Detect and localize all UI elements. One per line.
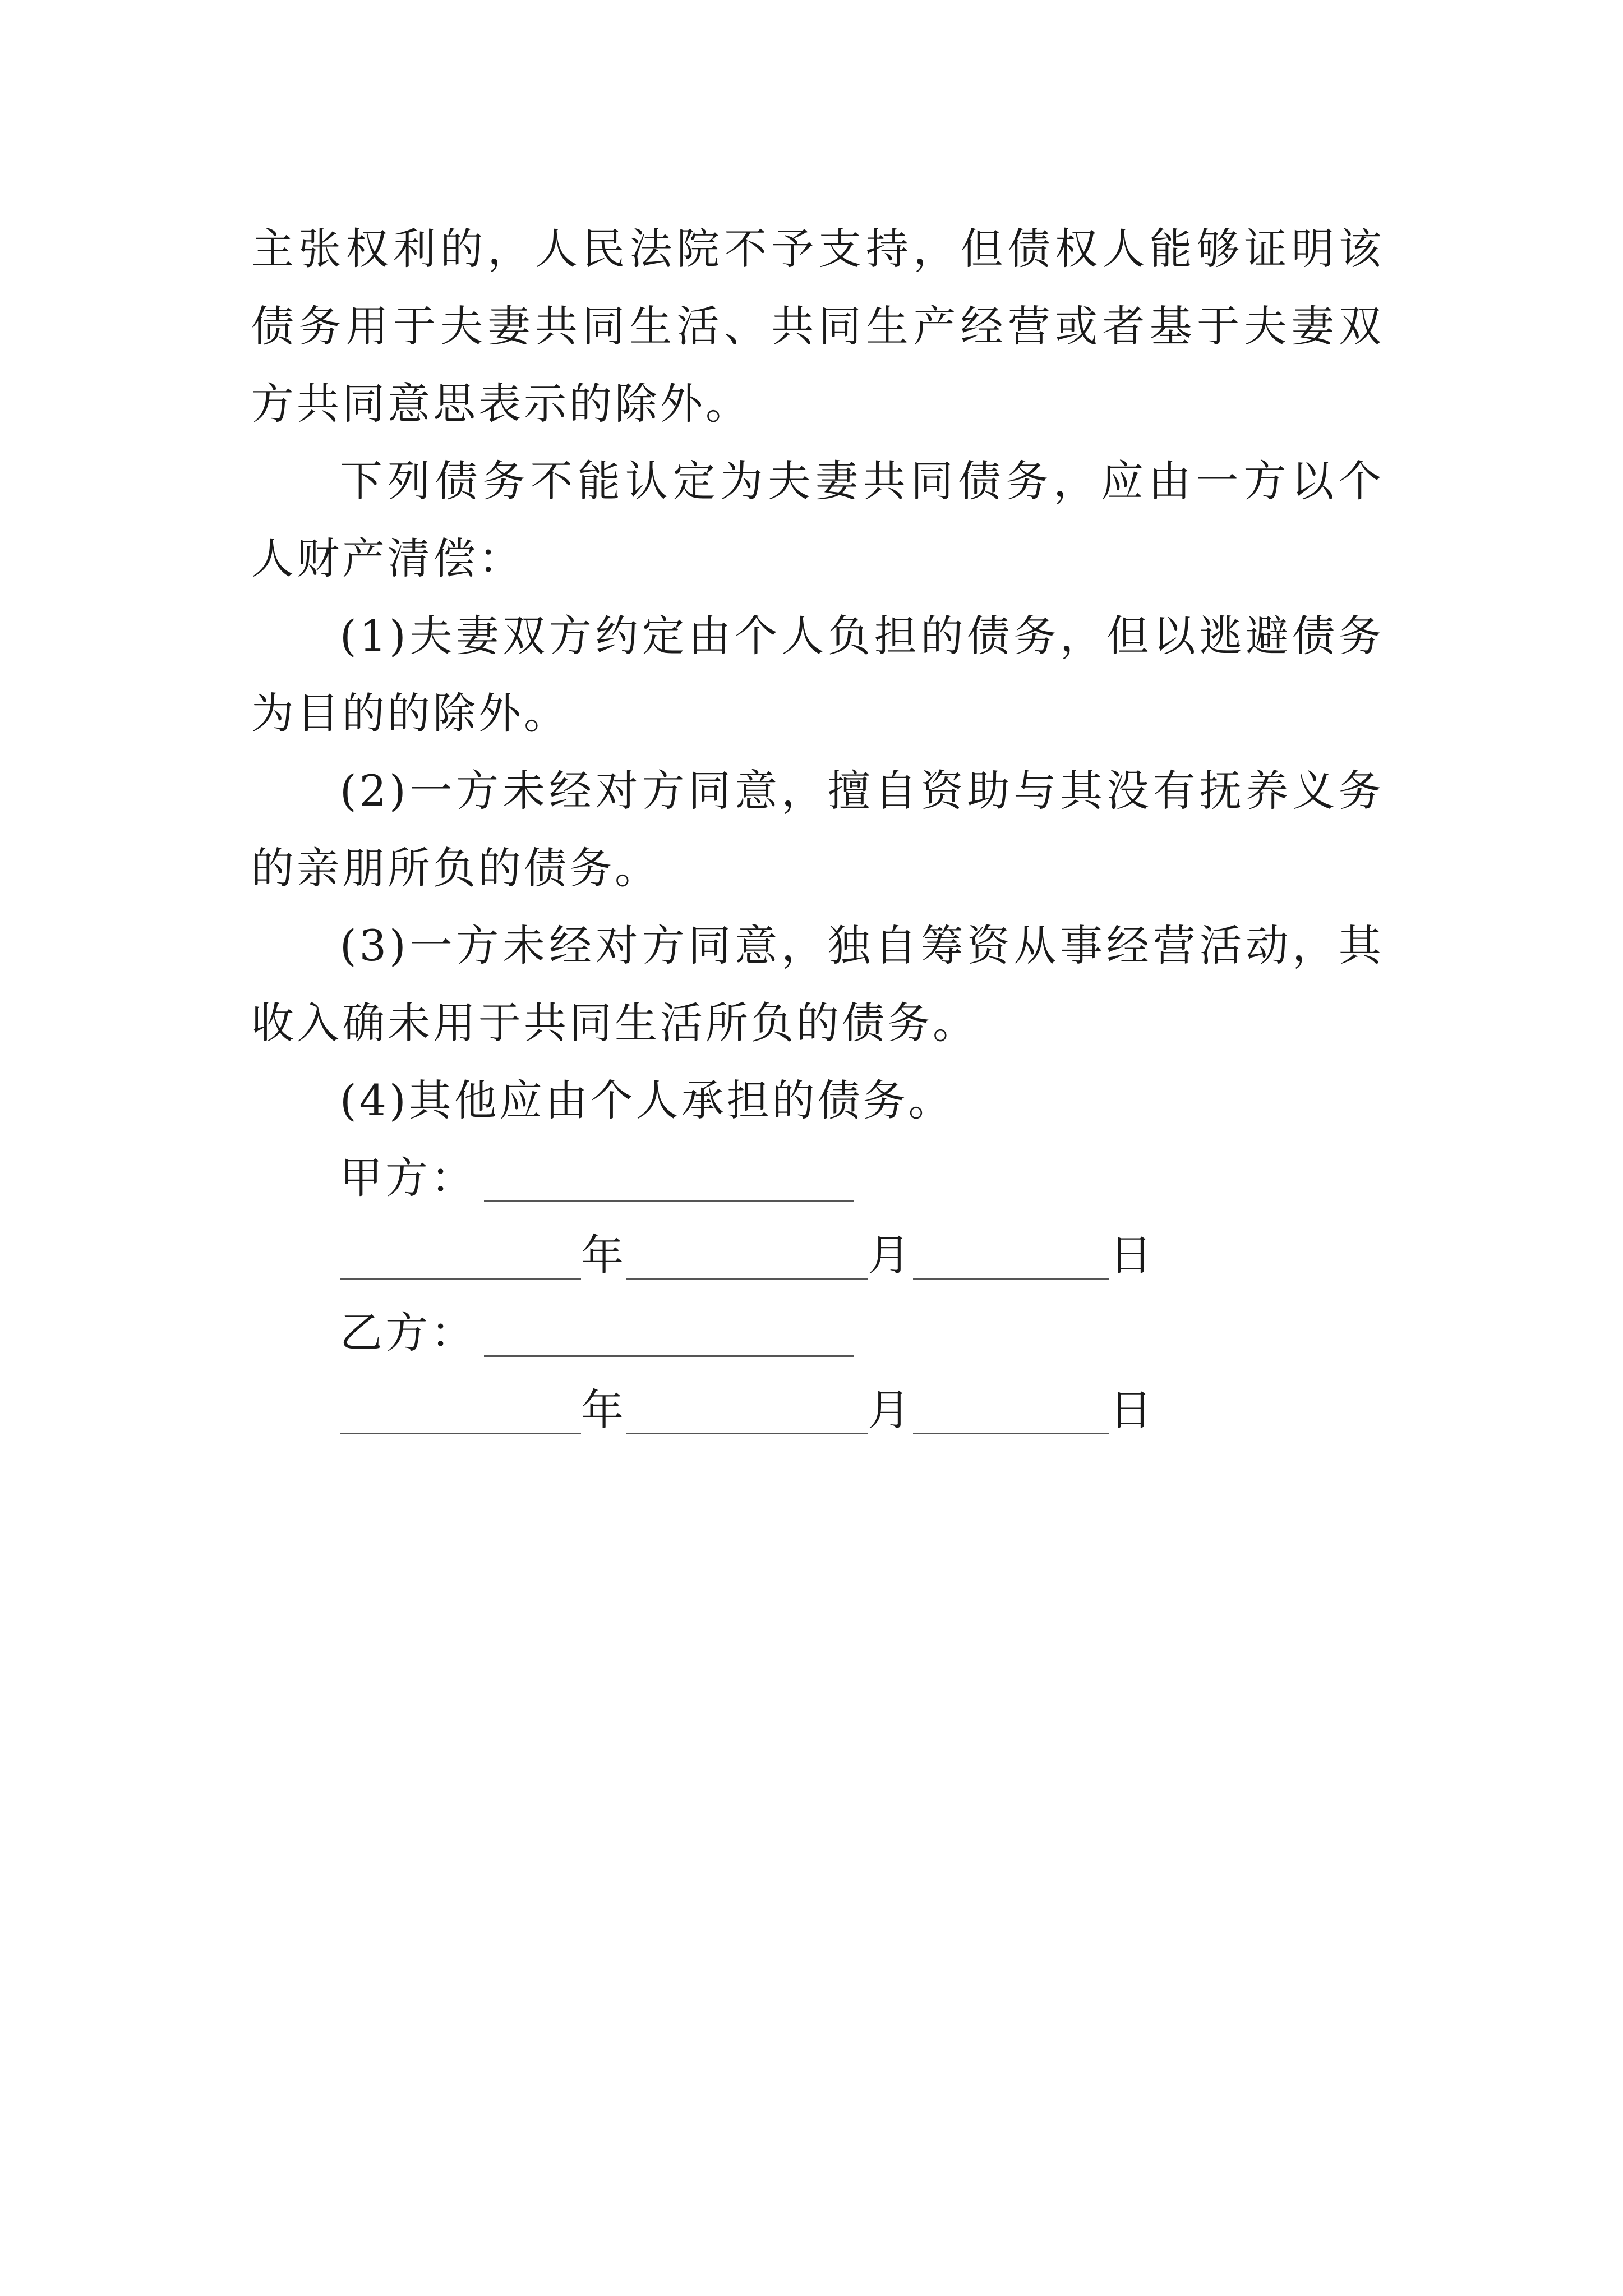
party-b-date-line xyxy=(251,1372,1384,1449)
party-a-day-label: 日 xyxy=(1109,1230,1155,1280)
party-b-day-blank[interactable] xyxy=(913,1393,1109,1434)
party-a-day-blank[interactable] xyxy=(913,1239,1109,1280)
party-a-year-blank[interactable] xyxy=(340,1239,581,1280)
party-a-month-blank[interactable] xyxy=(626,1239,868,1280)
party-b-year-blank[interactable] xyxy=(340,1393,581,1434)
party-a-month-label: 月 xyxy=(868,1230,913,1280)
party-b-signature-line xyxy=(251,1294,1384,1372)
paragraph-non-joint-debts-intro: 下列债务不能认定为夫妻共同债务，应由一方以个人财产清偿： xyxy=(251,456,1384,583)
party-b-month-blank[interactable] xyxy=(626,1393,868,1434)
party-b-year-label: 年 xyxy=(581,1385,626,1435)
party-a-date-line xyxy=(251,1217,1384,1294)
paragraph-item-1: (1)夫妻双方约定由个人负担的债务，但以逃避债务为目的的除外。 xyxy=(251,611,1384,738)
paragraph-item-4: (4)其他应由个人承担的债务。 xyxy=(340,1075,954,1125)
document-body xyxy=(251,210,1384,1449)
party-a-signature-line xyxy=(251,1139,1384,1217)
party-b-name-blank[interactable] xyxy=(484,1316,854,1357)
party-a-year-label: 年 xyxy=(581,1230,626,1280)
paragraph-item-2: (2)一方未经对方同意，擅自资助与其没有抚养义务的亲朋所负的债务。 xyxy=(251,766,1384,893)
paragraph-item-3: (3)一方未经对方同意，独自筹资从事经营活动，其收入确未用于共同生活所负的债务。 xyxy=(251,921,1384,1048)
paragraph-clause-continuation: 主张权利的，人民法院不予支持，但债权人能够证明该债务用于夫妻共同生活、共同生产经营或者基于夫妻双方共同意思表示的除外。 xyxy=(251,224,1384,429)
party-a-name-blank[interactable] xyxy=(484,1161,854,1202)
party-b-label: 乙方： xyxy=(340,1308,476,1358)
party-a-label: 甲方： xyxy=(340,1153,476,1203)
party-b-month-label: 月 xyxy=(868,1385,913,1435)
party-b-day-label: 日 xyxy=(1109,1385,1155,1435)
